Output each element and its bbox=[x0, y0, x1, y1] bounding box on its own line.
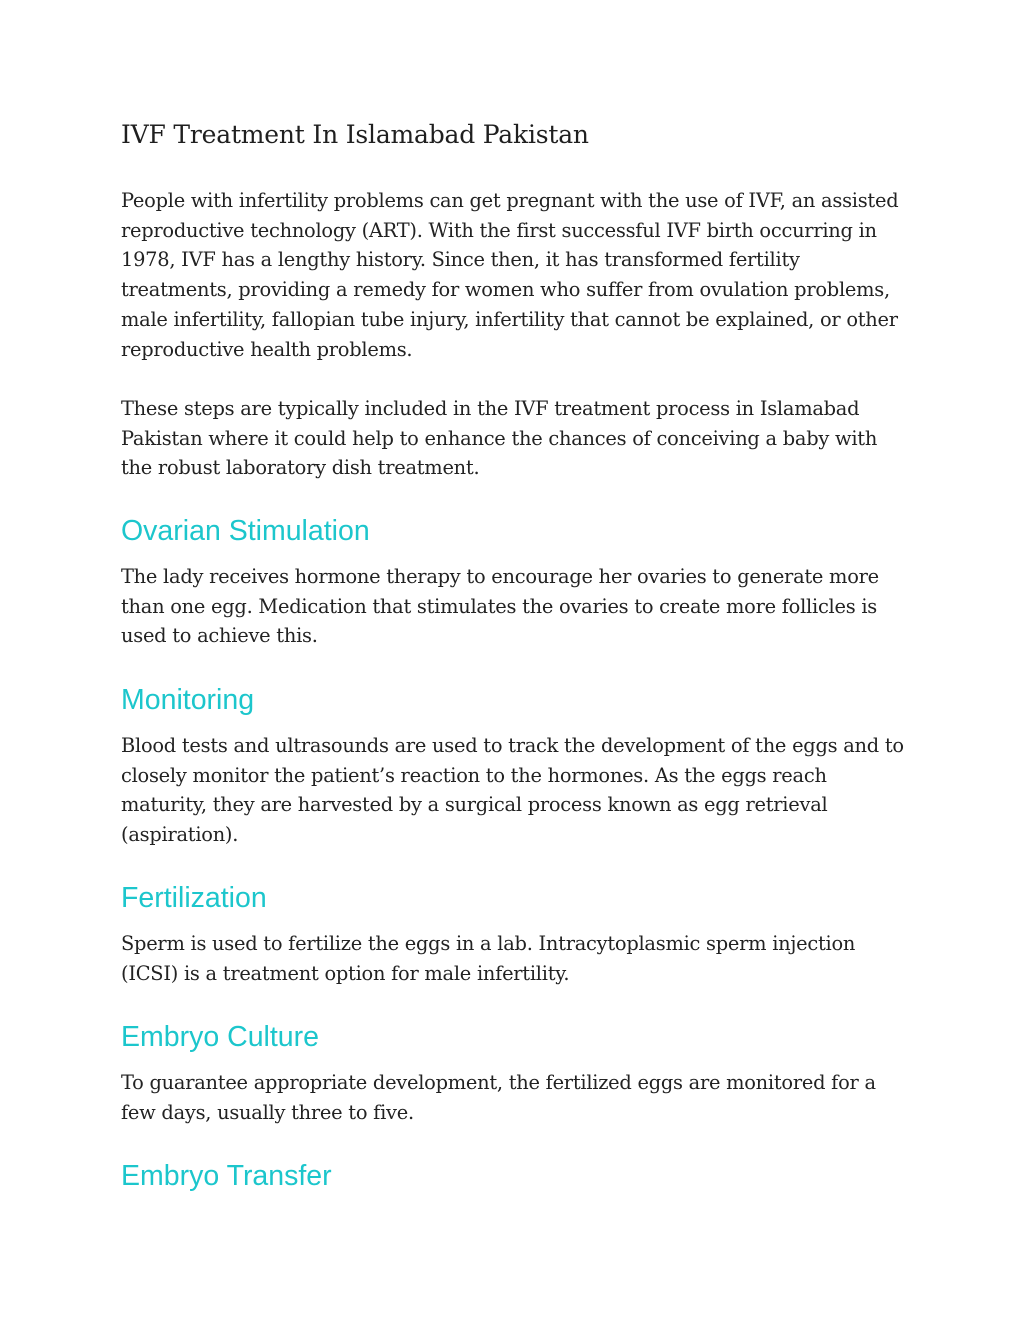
section-heading-fertilization: Fertilization bbox=[121, 882, 267, 914]
intro-paragraph: People with infertility problems can get pregnant with the use of IVF, an assisted reproductive technology (ART). With the first successful IVF birth occurring in 1978, IVF has a lengthy history. Since then, it has transformed fertility treatments, providing a remedy for women who suffer from ovulation problems, male infertility, fallopian tube injury, infertility that cannot be explained, or other reproductive health problems. bbox=[121, 189, 899, 361]
section-text-fertilization: Sperm is used to fertilize the eggs in a lab. Intracytoplasmic sperm injection (ICSI) is a treatment option for male infertility. bbox=[121, 932, 856, 985]
section-text-embryo-culture: To guarantee appropriate development, the fertilized eggs are monitored for a few days, usually three to five. bbox=[121, 1071, 876, 1124]
section-text-ovarian-stimulation: The lady receives hormone therapy to encourage her ovaries to generate more than one egg. Medication that stimulates the ovaries to create more follicles is used to achieve this. bbox=[121, 565, 879, 648]
document-title: IVF Treatment In Islamabad Pakistan bbox=[121, 120, 589, 149]
section-heading-embryo-culture: Embryo Culture bbox=[121, 1021, 319, 1053]
intro-paragraph: These steps are typically included in the IVF treatment process in Islamabad Pakistan where it could help to enhance the chances of conceiving a baby with the robust laboratory dish treatment. bbox=[121, 397, 878, 480]
section-text-monitoring: Blood tests and ultrasounds are used to track the development of the eggs and to closely monitor the patient’s reaction to the hormones. As the eggs reach maturity, they are harvested by a surgical process known as egg retrieval (aspiration). bbox=[121, 734, 904, 847]
section-heading-ovarian-stimulation: Ovarian Stimulation bbox=[121, 515, 370, 547]
section-heading-monitoring: Monitoring bbox=[121, 684, 255, 716]
section-heading-embryo-transfer: Embryo Transfer bbox=[121, 1160, 332, 1192]
